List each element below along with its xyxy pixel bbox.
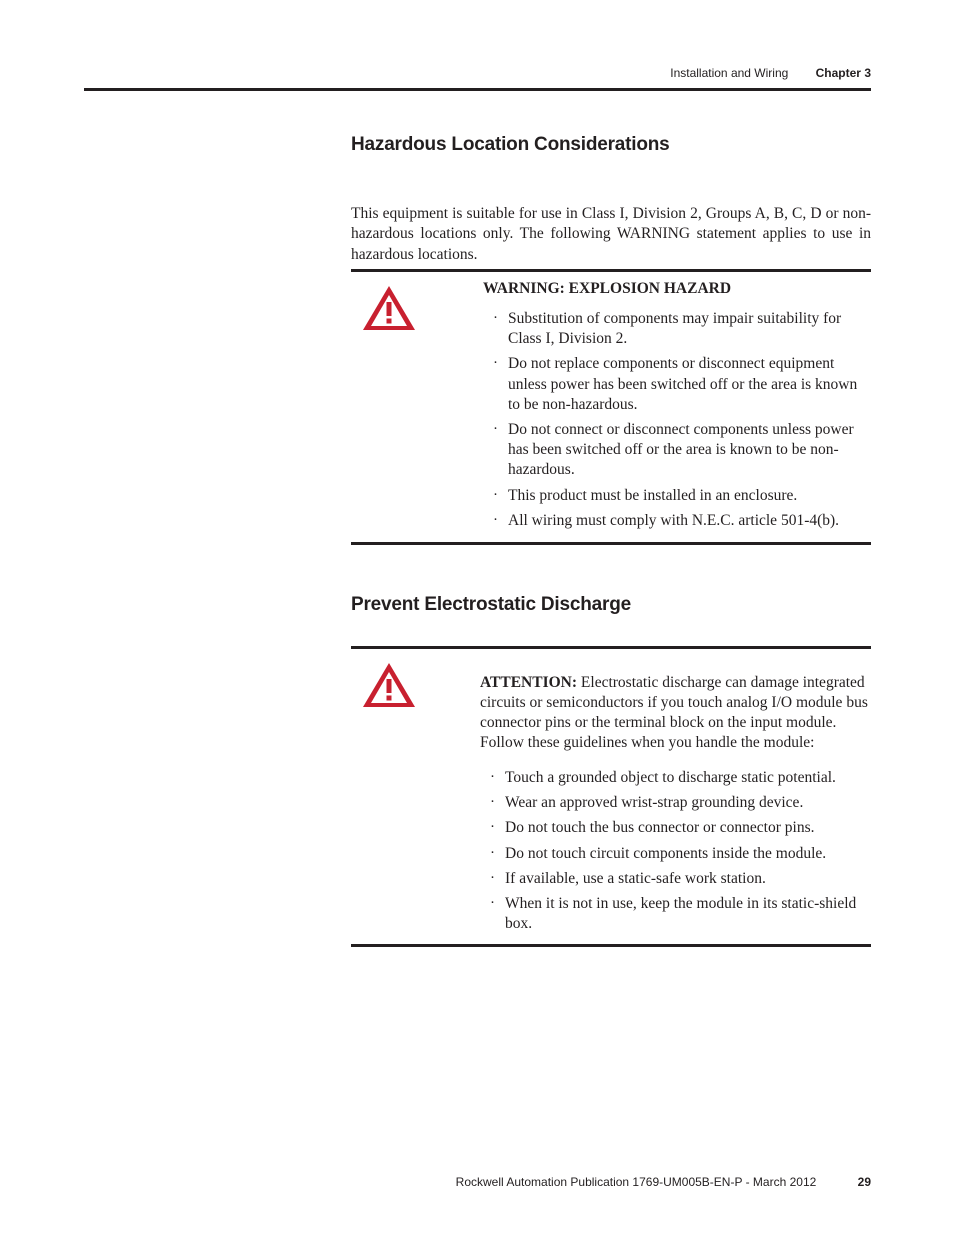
- hazardous-intro-paragraph: This equipment is suitable for use in Class I, Division 2, Groups A, B, C, D or non-hazardous locations only. The following WARNING statement applies to use in hazardous locations.: [351, 204, 871, 263]
- list-item: · Do not connect or disconnect components unless power has been switched off or the area is known to be non-hazardous.: [493, 420, 871, 481]
- header-section-title: Installation and Wiring: [670, 66, 789, 80]
- alert-triangle-icon: [360, 283, 418, 333]
- attention-box-bottom-rule: [351, 944, 871, 947]
- running-header: [670, 66, 871, 80]
- list-item: · Touch a grounded object to discharge static potential.: [490, 768, 871, 788]
- warning-list: [493, 309, 871, 536]
- attention-label: ATTENTION:: [480, 673, 578, 691]
- list-item: · This product must be installed in an enclosure.: [493, 486, 871, 506]
- warning-box-bottom-rule: [351, 542, 871, 545]
- header-rule: [84, 88, 871, 91]
- header-chapter-label: Chapter 3: [815, 66, 871, 80]
- list-item: · Do not touch circuit components inside the module.: [490, 844, 871, 864]
- list-item: · Do not touch the bus connector or connector pins.: [490, 818, 871, 838]
- hazardous-location-heading: Hazardous Location Considerations: [351, 134, 670, 155]
- alert-triangle-icon: [360, 660, 418, 710]
- attention-box-top-rule: [351, 646, 871, 649]
- list-item: · When it is not in use, keep the module in its static-shield box.: [490, 894, 871, 934]
- publication-info: Rockwell Automation Publication 1769-UM005B-EN-P - March 2012: [455, 1175, 817, 1189]
- warning-title: WARNING: EXPLOSION HAZARD: [483, 280, 732, 297]
- page-number: 29: [857, 1175, 871, 1189]
- attention-paragraph: [480, 673, 871, 754]
- list-item: · If available, use a static-safe work station.: [490, 869, 871, 889]
- electrostatic-discharge-heading: Prevent Electrostatic Discharge: [351, 594, 631, 615]
- list-item: · Do not replace components or disconnect equipment unless power has been switched off or the area is known to be non-hazardous.: [493, 354, 871, 415]
- page-footer: [456, 1175, 871, 1189]
- list-item: · Substitution of components may impair suitability for Class I, Division 2.: [493, 309, 871, 349]
- list-item: · All wiring must comply with N.E.C. article 501-4(b).: [493, 511, 871, 531]
- warning-box-top-rule: [351, 269, 871, 272]
- attention-text: Electrostatic discharge can damage integrated circuits or semiconductors if you touch analog I/O module bus connector pins or the terminal block on the input module. Follow these guidelines when you handle the module:: [480, 673, 868, 752]
- list-item: · Wear an approved wrist-strap grounding device.: [490, 793, 871, 813]
- attention-list: [490, 768, 871, 939]
